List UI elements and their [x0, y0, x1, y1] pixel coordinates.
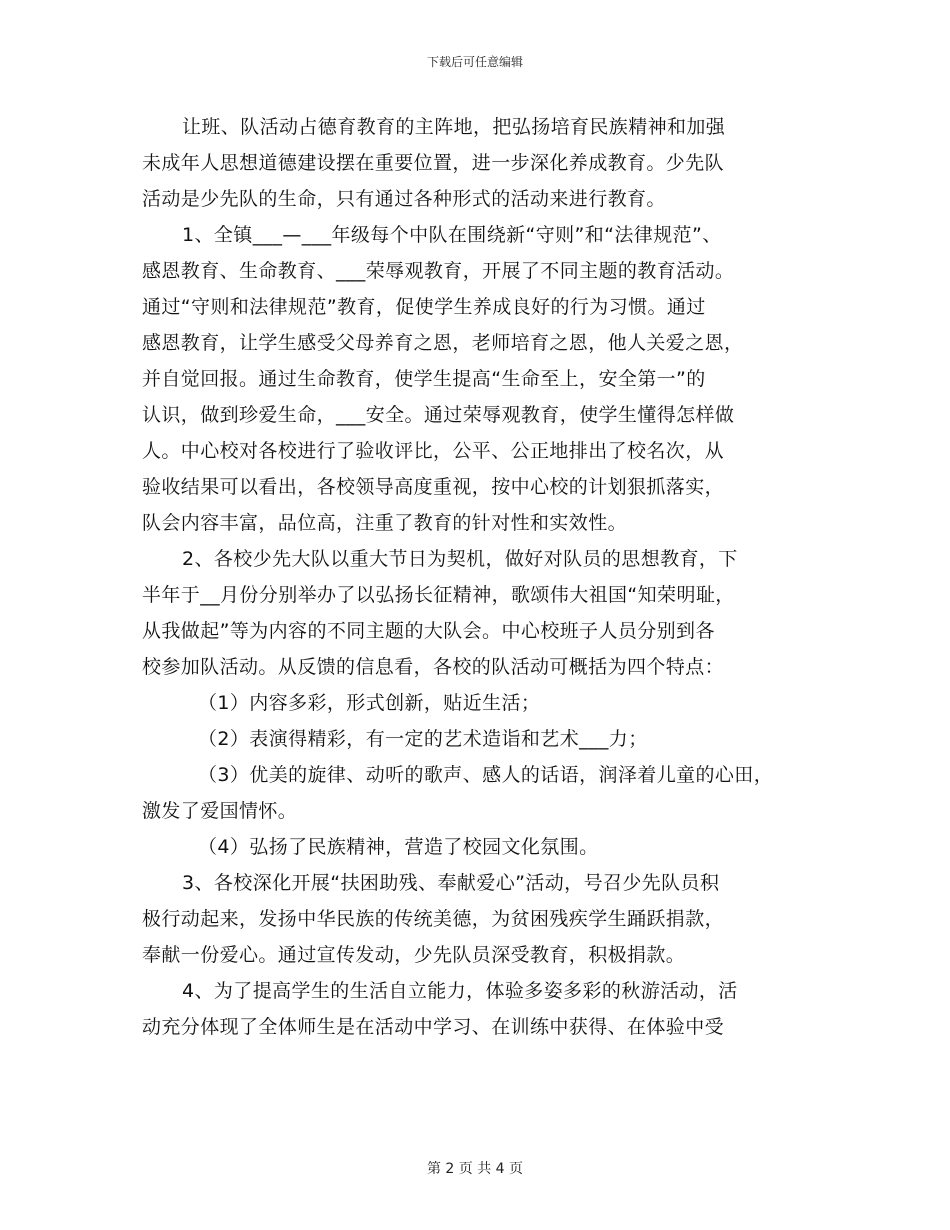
paragraph-line: 验收结果可以看出，各校领导高度重视，按中心校的计划狠抓落实，: [142, 476, 725, 498]
paragraph-line: 感恩教育、生命教育、___荣辱观教育，开展了不同主题的教育活动。: [142, 260, 735, 282]
paragraph-line: 队会内容丰富，品位高，注重了教育的针对性和实效性。: [142, 512, 628, 534]
paragraph-line: 3、各校深化开展“扶困助残、奉献爱心”活动，号召少先队员积: [182, 872, 720, 894]
paragraph-line: 未成年人思想道德建设摆在重要位置，进一步深化养成教育。少先队: [142, 152, 725, 174]
paragraph-line: 1、全镇___—___年级每个中队在围绕新“守则”和“法律规范”、: [182, 224, 722, 246]
list-item: （1）内容多彩，形式创新，贴近生活；: [198, 692, 541, 714]
paragraph-line: 并自觉回报。通过生命教育，使学生提高“生命至上，安全第一”的: [142, 368, 706, 390]
paragraph-line: 认识，做到珍爱生命，___安全。通过荣辱观教育，使学生懂得怎样做: [142, 404, 735, 426]
paragraph-line: 4、为了提高学生的生活自立能力，体验多姿多彩的秋游活动，活: [182, 980, 738, 1002]
paragraph-line: 奉献一份爱心。通过宣传发动，少先队员深受教育，积极捐款。: [142, 944, 686, 966]
paragraph-line: 2、各校少先大队以重大节日为契机，做好对队员的思想教育，下: [182, 548, 738, 570]
paragraph-line: 从我做起”等为内容的不同主题的大队会。中心校班子人员分别到各: [142, 620, 715, 642]
page-footer: 第 2 页 共 4 页: [426, 1161, 524, 1177]
paragraph-line: 激发了爱国情怀。: [142, 800, 298, 822]
paragraph-line: 极行动起来，发扬中华民族的传统美德，为贫困残疾学生踊跃捐款，: [142, 908, 725, 930]
paragraph-line: 人。中心校对各校进行了验收评比，公平、公正地排出了校名次，从: [142, 440, 725, 462]
list-item: （4）弘扬了民族精神，营造了校园文化氛围。: [198, 836, 599, 858]
paragraph-line: 感恩教育，让学生感受父母养育之恩，老师培育之恩，他人关爱之恩，: [142, 332, 744, 354]
paragraph-line: 通过“守则和法律规范”教育，促使学生养成良好的行为习惯。通过: [142, 296, 706, 318]
list-item: （2）表演得精彩，有一定的艺术造诣和艺术___力；: [198, 728, 648, 750]
paragraph-line: 动充分体现了全体师生是在活动中学习、在训练中获得、在体验中受: [142, 1016, 725, 1038]
paragraph-line: 半年于__月份分别举办了以弘扬长征精神，歌颂伟大祖国“知荣明耻，: [142, 584, 735, 606]
document-body: [142, 109, 822, 1045]
paragraph-line: 让班、队活动占德育教育的主阵地，把弘扬培育民族精神和加强: [182, 116, 726, 138]
paragraph-line: 校参加队活动。从反馈的信息看，各校的队活动可概括为四个特点：: [142, 656, 725, 678]
page-header: 下载后可任意编辑: [426, 55, 523, 69]
paragraph-line: 活动是少先队的生命，只有通过各种形式的活动来进行教育。: [142, 188, 666, 210]
list-item: （3）优美的旋律、动听的歌声、感人的话语，润泽着儿童的心田，: [198, 764, 774, 786]
